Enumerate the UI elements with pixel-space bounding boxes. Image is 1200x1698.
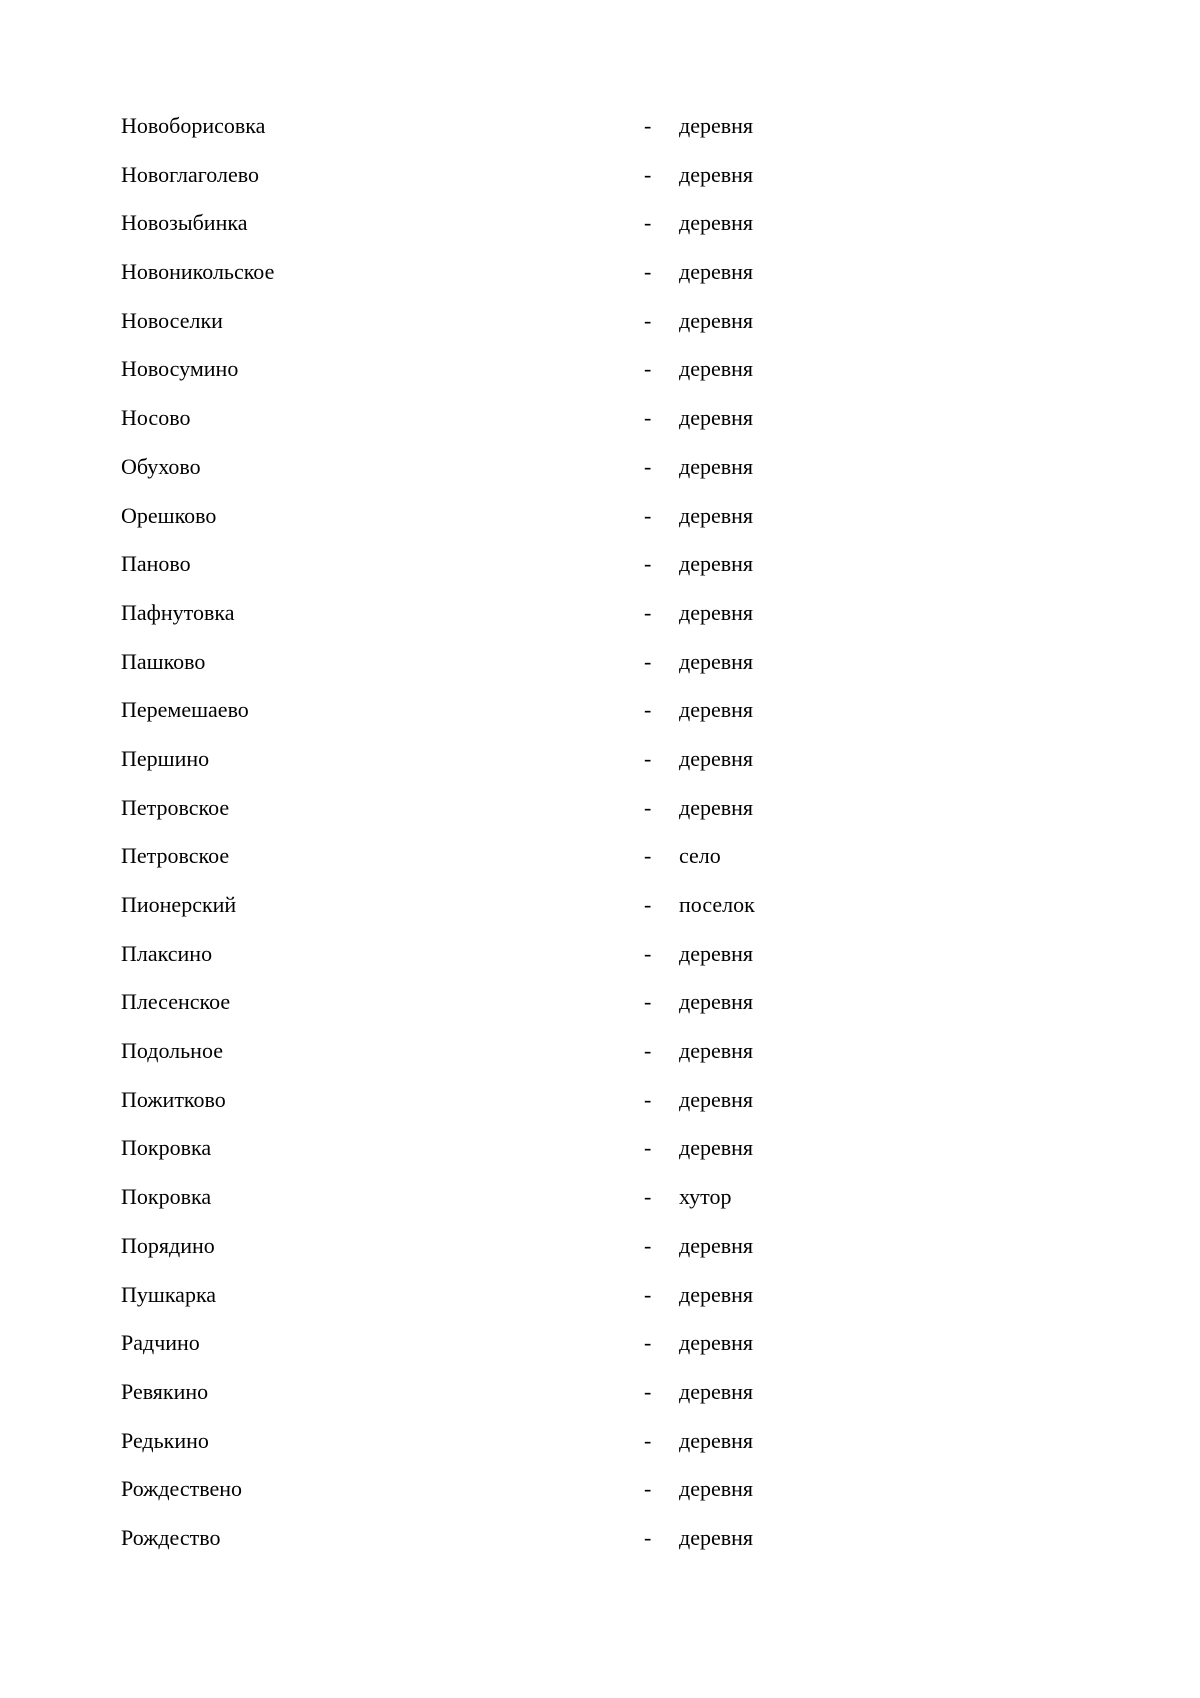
settlement-name: Пушкарка: [121, 1281, 217, 1307]
separator-dash: -: [644, 599, 652, 625]
separator-dash: -: [644, 1378, 652, 1404]
list-item: [121, 1129, 1021, 1178]
settlement-name: Новозыбинка: [121, 210, 248, 236]
settlement-type: поселок: [679, 892, 755, 917]
list-item: [121, 497, 1021, 546]
settlement-name: Перемешаево: [121, 697, 249, 723]
separator-dash: -: [644, 745, 652, 771]
settlement-name: Новосумино: [121, 356, 239, 382]
settlement-name: Петровское: [121, 843, 230, 869]
list-item: [121, 1032, 1021, 1081]
list-item: [121, 1422, 1021, 1471]
list-item: [121, 983, 1021, 1032]
settlement-type: деревня: [679, 697, 754, 723]
settlement-type: деревня: [679, 210, 754, 236]
list-item: [121, 350, 1021, 399]
separator-dash: -: [644, 697, 652, 723]
list-item: [121, 837, 1021, 886]
separator-dash: -: [644, 1038, 652, 1064]
list-item: [121, 1324, 1021, 1373]
separator-dash: -: [644, 1086, 652, 1112]
list-item: [121, 740, 1021, 789]
separator-dash: -: [644, 161, 652, 187]
settlement-type: деревня: [679, 940, 754, 966]
separator-dash: -: [644, 1427, 652, 1453]
settlement-name: Рождество: [121, 1524, 221, 1550]
settlement-name: Редькино: [121, 1427, 209, 1453]
settlement-name: Паново: [121, 551, 191, 577]
settlement-name: Носово: [121, 405, 191, 431]
settlement-name: Новоборисовка: [121, 113, 266, 138]
list-item: [121, 448, 1021, 497]
separator-dash: -: [644, 794, 652, 820]
separator-dash: -: [644, 356, 652, 382]
settlement-name: Першино: [121, 745, 210, 771]
list-item: [121, 1373, 1021, 1422]
settlement-type: деревня: [679, 1378, 754, 1404]
settlement-type: деревня: [679, 1232, 754, 1258]
separator-dash: -: [644, 940, 652, 966]
list-item: [121, 691, 1021, 740]
settlement-name: Новоселки: [121, 307, 223, 333]
list-item: [121, 1178, 1021, 1227]
settlement-name: Радчино: [121, 1330, 200, 1356]
settlement-type: деревня: [679, 794, 754, 820]
separator-dash: -: [644, 1232, 652, 1258]
settlement-name: Ревякино: [121, 1378, 209, 1404]
separator-dash: -: [644, 113, 652, 138]
separator-dash: -: [644, 210, 652, 236]
settlement-name: Пионерский: [121, 892, 237, 917]
list-item: [121, 204, 1021, 253]
list-item: [121, 156, 1021, 205]
list-item: [121, 935, 1021, 984]
list-item: [121, 545, 1021, 594]
settlement-type: деревня: [679, 1524, 754, 1550]
separator-dash: -: [644, 307, 652, 333]
settlement-name: Плесенское: [121, 989, 231, 1015]
separator-dash: -: [644, 892, 652, 917]
separator-dash: -: [644, 1476, 652, 1502]
settlement-name: Пафнутовка: [121, 599, 235, 625]
settlement-type: деревня: [679, 989, 754, 1015]
settlement-type: деревня: [679, 1281, 754, 1307]
separator-dash: -: [644, 1184, 652, 1210]
separator-dash: -: [644, 1135, 652, 1161]
list-item: [121, 594, 1021, 643]
list-item: [121, 1276, 1021, 1325]
settlement-name: Покровка: [121, 1184, 212, 1210]
separator-dash: -: [644, 502, 652, 528]
list-item: [121, 1470, 1021, 1519]
settlement-type: деревня: [679, 599, 754, 625]
settlement-name: Петровское: [121, 794, 230, 820]
settlement-type: деревня: [679, 405, 754, 431]
separator-dash: -: [644, 648, 652, 674]
list-item: [121, 1227, 1021, 1276]
settlement-type: деревня: [679, 1330, 754, 1356]
settlement-type: деревня: [679, 1476, 754, 1502]
settlement-name: Новоглаголево: [121, 161, 259, 187]
settlement-type: деревня: [679, 745, 754, 771]
settlement-type: деревня: [679, 1038, 754, 1064]
list-item: [121, 302, 1021, 351]
settlement-type: деревня: [679, 648, 754, 674]
settlement-name: Подольное: [121, 1038, 223, 1064]
list-item: [121, 399, 1021, 448]
settlement-type: деревня: [679, 259, 754, 285]
settlement-type: хутор: [679, 1184, 732, 1210]
settlement-name: Обухово: [121, 453, 201, 479]
settlement-name: Пожитково: [121, 1086, 226, 1112]
settlement-name: Порядино: [121, 1232, 215, 1258]
settlement-name: Пашково: [121, 648, 206, 674]
settlement-name: Новоникольское: [121, 259, 275, 285]
settlement-name: Рождествено: [121, 1476, 243, 1502]
settlement-type: деревня: [679, 113, 754, 138]
list-item: [121, 886, 1021, 935]
list-item: [121, 643, 1021, 692]
settlement-type: деревня: [679, 1086, 754, 1112]
settlement-list: [121, 107, 1021, 1568]
settlement-type: деревня: [679, 307, 754, 333]
separator-dash: -: [644, 989, 652, 1015]
settlement-type: деревня: [679, 356, 754, 382]
settlement-type: деревня: [679, 551, 754, 577]
list-item: [121, 789, 1021, 838]
settlement-type: деревня: [679, 453, 754, 479]
separator-dash: -: [644, 1281, 652, 1307]
separator-dash: -: [644, 551, 652, 577]
settlement-type: деревня: [679, 502, 754, 528]
list-item: [121, 253, 1021, 302]
settlement-name: Плаксино: [121, 940, 213, 966]
list-item: [121, 1519, 1021, 1568]
settlement-name: Покровка: [121, 1135, 212, 1161]
separator-dash: -: [644, 1524, 652, 1550]
separator-dash: -: [644, 405, 652, 431]
separator-dash: -: [644, 259, 652, 285]
list-item: [121, 1081, 1021, 1130]
separator-dash: -: [644, 843, 652, 869]
list-item: [121, 107, 1021, 156]
settlement-type: село: [679, 843, 721, 869]
settlement-type: деревня: [679, 1427, 754, 1453]
separator-dash: -: [644, 1330, 652, 1356]
settlement-name: Орешково: [121, 502, 217, 528]
settlement-type: деревня: [679, 1135, 754, 1161]
settlement-type: деревня: [679, 161, 754, 187]
separator-dash: -: [644, 453, 652, 479]
